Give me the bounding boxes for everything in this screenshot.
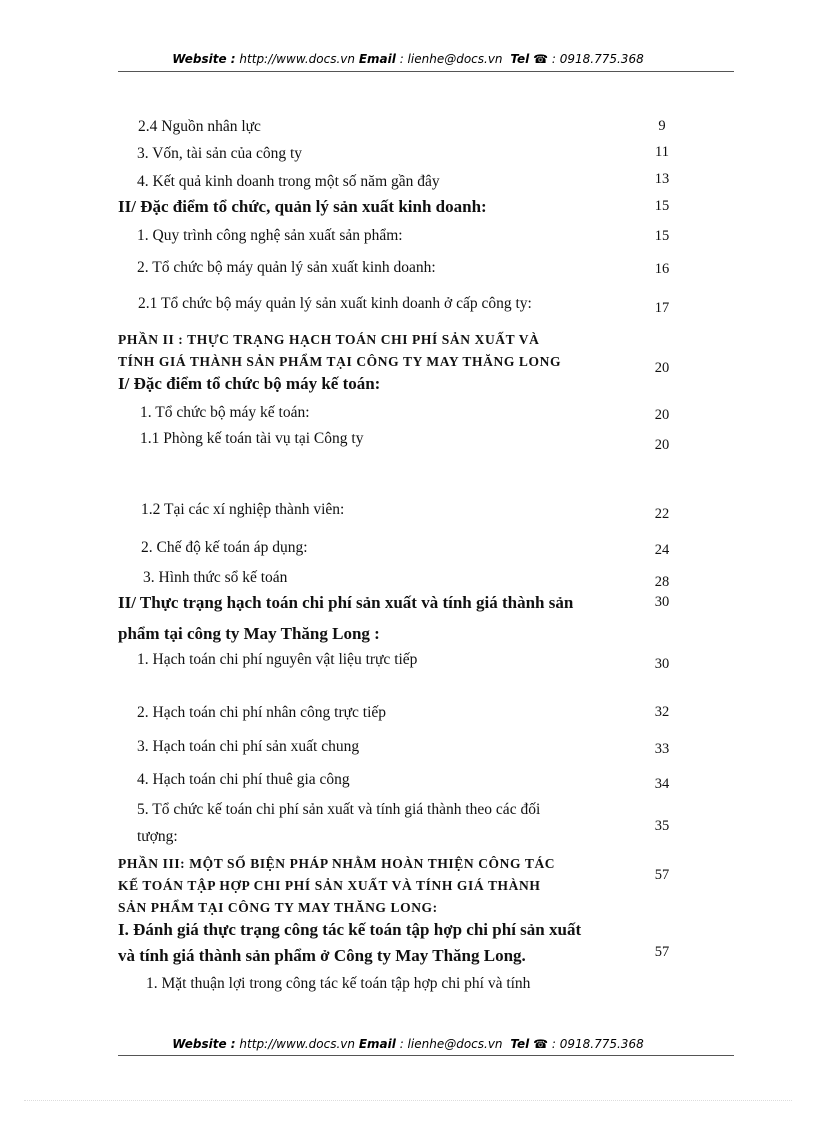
toc-page: 20 [654,407,670,423]
toc-page: 57 [654,867,670,883]
toc-entry: 3. Hạch toán chi phí sản xuất chung [137,738,360,755]
toc-part-heading: PHẦN III: MỘT SỐ BIỆN PHÁP NHẰM HOÀN THIỆN CÔNG TÁC [118,856,556,871]
toc-page: 20 [654,360,670,376]
toc-page: 34 [654,776,670,792]
toc-page: 9 [658,118,666,134]
toc-part-heading: KẾ TOÁN TẬP HỢP CHI PHÍ SẢN XUẤT VÀ TÍNH GIÁ THÀNH [118,878,541,893]
toc-entry: 3. Vốn, tài sản của công ty [137,145,303,162]
page-footer [0,1037,816,1051]
toc-page: 11 [655,144,669,160]
toc-section-heading: II/ Thực trạng hạch toán chi phí sản xuất và tính giá thành sản [118,593,574,612]
toc-entry: 3. Hình thức sổ kế toán [143,569,288,586]
toc-page: 13 [654,171,670,187]
toc-page: 15 [654,198,670,214]
toc-entry: 5. Tổ chức kế toán chi phí sản xuất và tính giá thành theo các đối [137,801,541,818]
toc-entry: 2.1 Tổ chức bộ máy quản lý sản xuất kinh doanh ở cấp công ty: [138,295,532,312]
header-email-value[interactable]: : lienhe@docs.vn [399,52,503,66]
toc-entry: 2. Hạch toán chi phí nhân công trực tiếp [137,704,387,721]
toc-entry: tượng: [137,828,178,845]
header-website-url[interactable]: http://www.docs.vn [239,52,356,66]
header-tel-label: Tel [510,52,530,66]
phone-icon: ☎ [533,1037,549,1051]
toc-page: 33 [654,741,670,757]
toc-entry: 1. Mặt thuận lợi trong công tác kế toán tập hợp chi phí và tính [146,975,531,992]
toc-entry: 2. Tổ chức bộ máy quản lý sản xuất kinh doanh: [137,259,436,276]
header-website-label: Website : [172,52,236,66]
toc-page: 35 [654,818,670,834]
toc-part-heading: TÍNH GIÁ THÀNH SẢN PHẨM TẠI CÔNG TY MAY THĂNG LONG [118,354,562,369]
footer-tel-label: Tel [510,1037,530,1051]
toc-entry: 1. Quy trình công nghệ sản xuất sản phẩm: [137,227,403,244]
footer-rule [118,1055,734,1056]
toc-entry: 1.1 Phòng kế toán tài vụ tại Công ty [140,430,364,447]
toc-page: 57 [654,944,670,960]
footer-email-value[interactable]: : lienhe@docs.vn [399,1037,503,1051]
page-edge-divider [24,1100,792,1101]
toc-entry: 2.4 Nguồn nhân lực [138,118,261,135]
footer-email-label: Email [358,1037,396,1051]
toc-section-heading: II/ Đặc điểm tổ chức, quản lý sản xuất kinh doanh: [118,197,487,216]
toc-page: 30 [654,656,670,672]
phone-icon: ☎ [533,52,549,66]
toc-part-heading: PHẦN II : THỰC TRẠNG HẠCH TOÁN CHI PHÍ SẢN XUẤT VÀ [118,332,540,347]
toc-page: 15 [654,228,670,244]
toc-section-heading: I/ Đặc điểm tổ chức bộ máy kế toán: [118,374,381,393]
footer-website-label: Website : [172,1037,236,1051]
toc-page: 22 [654,506,670,522]
toc-section-heading: I. Đánh giá thực trạng công tác kế toán tập hợp chi phí sản xuất [118,920,582,939]
header-email-label: Email [358,52,396,66]
toc-part-heading: SẢN PHẨM TẠI CÔNG TY MAY THĂNG LONG: [118,900,438,915]
footer-tel-value: : 0918.775.368 [551,1037,644,1051]
toc-entry: 4. Kết quả kinh doanh trong một số năm gần đây [137,173,440,190]
toc-entry: 1. Hạch toán chi phí nguyên vật liệu trực tiếp [137,651,418,668]
toc-page: 17 [654,300,670,316]
page-header [0,52,816,66]
toc-section-heading: phẩm tại công ty May Thăng Long : [118,624,380,643]
toc-entry: 2. Chế độ kế toán áp dụng: [141,539,308,556]
toc-entry: 1.2 Tại các xí nghiệp thành viên: [141,501,345,518]
toc-page: 28 [654,574,670,590]
toc-entry: 1. Tổ chức bộ máy kế toán: [140,404,310,421]
toc-page: 24 [654,542,670,558]
footer-website-url[interactable]: http://www.docs.vn [239,1037,356,1051]
toc-section-heading: và tính giá thành sản phẩm ở Công ty May Thăng Long. [118,946,526,965]
toc-page: 16 [654,261,670,277]
toc-page: 32 [654,704,670,720]
toc-page: 20 [654,437,670,453]
header-rule [118,71,734,72]
toc-entry: 4. Hạch toán chi phí thuê gia công [137,771,350,788]
toc-page: 30 [654,594,670,610]
header-tel-value: : 0918.775.368 [551,52,644,66]
